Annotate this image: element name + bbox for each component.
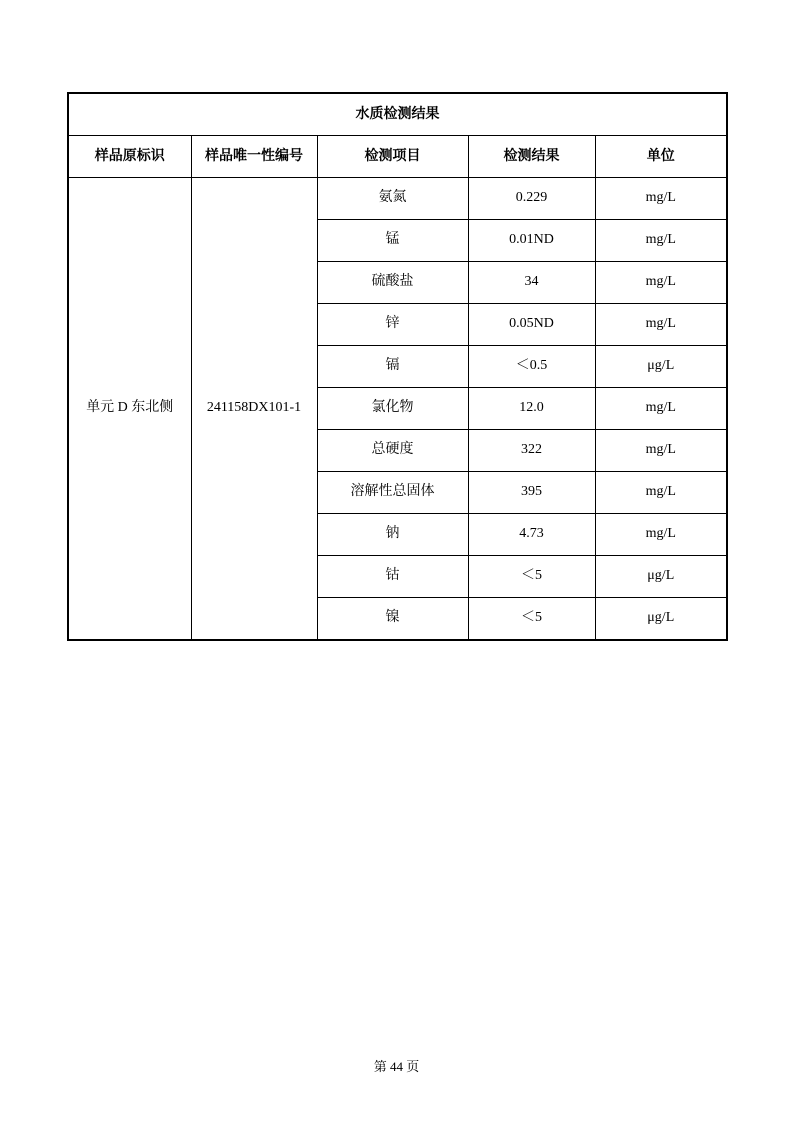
unit-cell: μg/L — [595, 556, 727, 598]
test-result-cell: 0.01ND — [468, 220, 595, 262]
table-title: 水质检测结果 — [68, 93, 727, 136]
header-test-item: 检测项目 — [317, 136, 468, 178]
unit-cell: mg/L — [595, 388, 727, 430]
header-test-result: 检测结果 — [468, 136, 595, 178]
header-sample-label: 样品原标识 — [68, 136, 191, 178]
unit-cell: mg/L — [595, 220, 727, 262]
unit-cell: mg/L — [595, 304, 727, 346]
test-result-cell: ＜5 — [468, 556, 595, 598]
test-result-cell: 12.0 — [468, 388, 595, 430]
test-result-cell: ＜0.5 — [468, 346, 595, 388]
test-item-cell: 硫酸盐 — [317, 262, 468, 304]
table-row — [68, 178, 727, 220]
test-item-cell: 锌 — [317, 304, 468, 346]
unit-cell: mg/L — [595, 178, 727, 220]
sample-label-cell: 单元 D 东北侧 — [68, 178, 191, 641]
test-item-cell: 锰 — [317, 220, 468, 262]
test-item-cell: 镉 — [317, 346, 468, 388]
test-result-cell: 0.05ND — [468, 304, 595, 346]
table-title-row — [68, 93, 727, 136]
test-result-cell: 34 — [468, 262, 595, 304]
test-result-cell: 4.73 — [468, 514, 595, 556]
header-unit: 单位 — [595, 136, 727, 178]
sample-id-cell: 241158DX101-1 — [191, 178, 317, 641]
header-sample-id: 样品唯一性编号 — [191, 136, 317, 178]
page-number: 第 44 页 — [373, 1059, 420, 1074]
unit-cell: μg/L — [595, 346, 727, 388]
test-item-cell: 溶解性总固体 — [317, 472, 468, 514]
test-item-cell: 总硬度 — [317, 430, 468, 472]
test-result-cell: 395 — [468, 472, 595, 514]
unit-cell: mg/L — [595, 262, 727, 304]
unit-cell: mg/L — [595, 472, 727, 514]
unit-cell: μg/L — [595, 598, 727, 641]
test-result-cell: ＜5 — [468, 598, 595, 641]
unit-cell: mg/L — [595, 430, 727, 472]
water-quality-table — [67, 92, 728, 641]
test-item-cell: 氨氮 — [317, 178, 468, 220]
test-item-cell: 镍 — [317, 598, 468, 641]
test-item-cell: 钴 — [317, 556, 468, 598]
test-result-cell: 322 — [468, 430, 595, 472]
unit-cell: mg/L — [595, 514, 727, 556]
test-item-cell: 氯化物 — [317, 388, 468, 430]
test-item-cell: 钠 — [317, 514, 468, 556]
test-result-cell: 0.229 — [468, 178, 595, 220]
table-header-row — [68, 136, 727, 178]
